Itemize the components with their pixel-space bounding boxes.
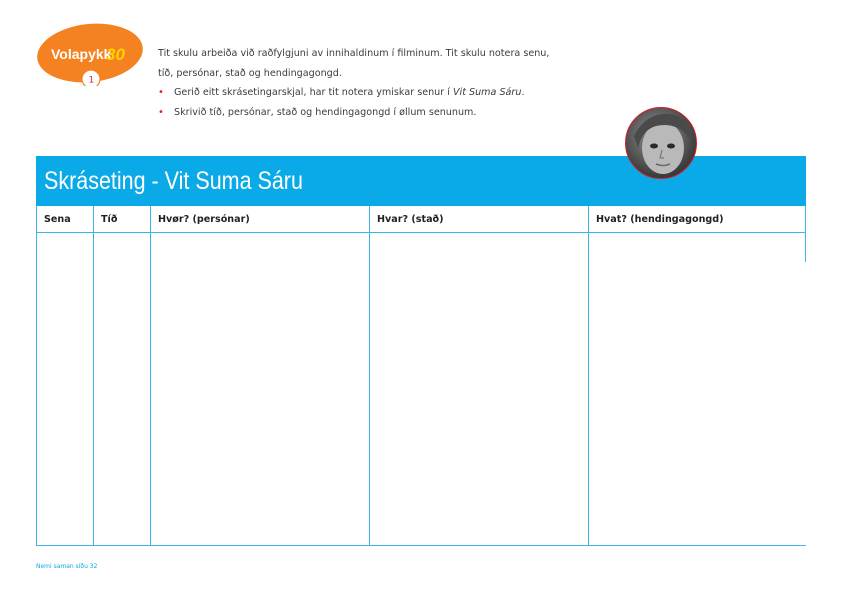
instructions-list (158, 83, 578, 122)
column-divider (93, 206, 94, 546)
column-divider (36, 206, 37, 546)
column-header-who: Hvør? (persónar) (158, 214, 250, 225)
table-header-row (36, 206, 806, 233)
column-divider (150, 206, 151, 546)
instructions-paragraph (158, 44, 578, 83)
logo-brand-text: Volapykk (51, 46, 112, 62)
logo-issue-number: 1 (88, 75, 95, 86)
volapykk-logo (36, 22, 144, 86)
girl-portrait-photo (625, 107, 697, 179)
portrait-graphic (626, 108, 697, 179)
bullet-dot: • (158, 106, 164, 118)
column-header-time: Tíð (101, 214, 118, 225)
instructions (158, 44, 578, 122)
table-bottom-border (36, 545, 806, 546)
logo-graphic (36, 22, 144, 86)
column-divider (588, 206, 589, 546)
logo-number-text: 30 (106, 45, 125, 64)
registration-table (36, 206, 806, 546)
instructions-bullet-1: • Gerið eitt skrásetingarskjal, har tit notera ymiskar senur í Vit Suma Sáru. (158, 83, 578, 103)
instructions-line-1: Tit skulu arbeiða við raðfylgjuni av innihaldinum í filminum. Tit skulu notera senu, (158, 48, 550, 59)
column-header-scene: Sena (44, 214, 71, 225)
column-divider-right (805, 206, 806, 262)
column-divider (369, 206, 370, 546)
bullet-dot: • (158, 87, 164, 98)
footer-note: Nemi saman síðu 32 (36, 563, 98, 570)
instructions-bullet-2: • Skrivið tíð, persónar, stað og hendingagongd í øllum senunum. (158, 103, 578, 123)
instructions-line-2: tíð, persónar, stað og hendingagongd. (158, 67, 342, 79)
page-title: Skráseting - Vit Suma Sáru (44, 167, 303, 195)
column-header-where: Hvar? (stað) (377, 214, 444, 225)
column-header-what: Hvat? (hendingagongd) (596, 214, 724, 225)
film-title-italic: Vit Suma Sáru (452, 87, 522, 98)
